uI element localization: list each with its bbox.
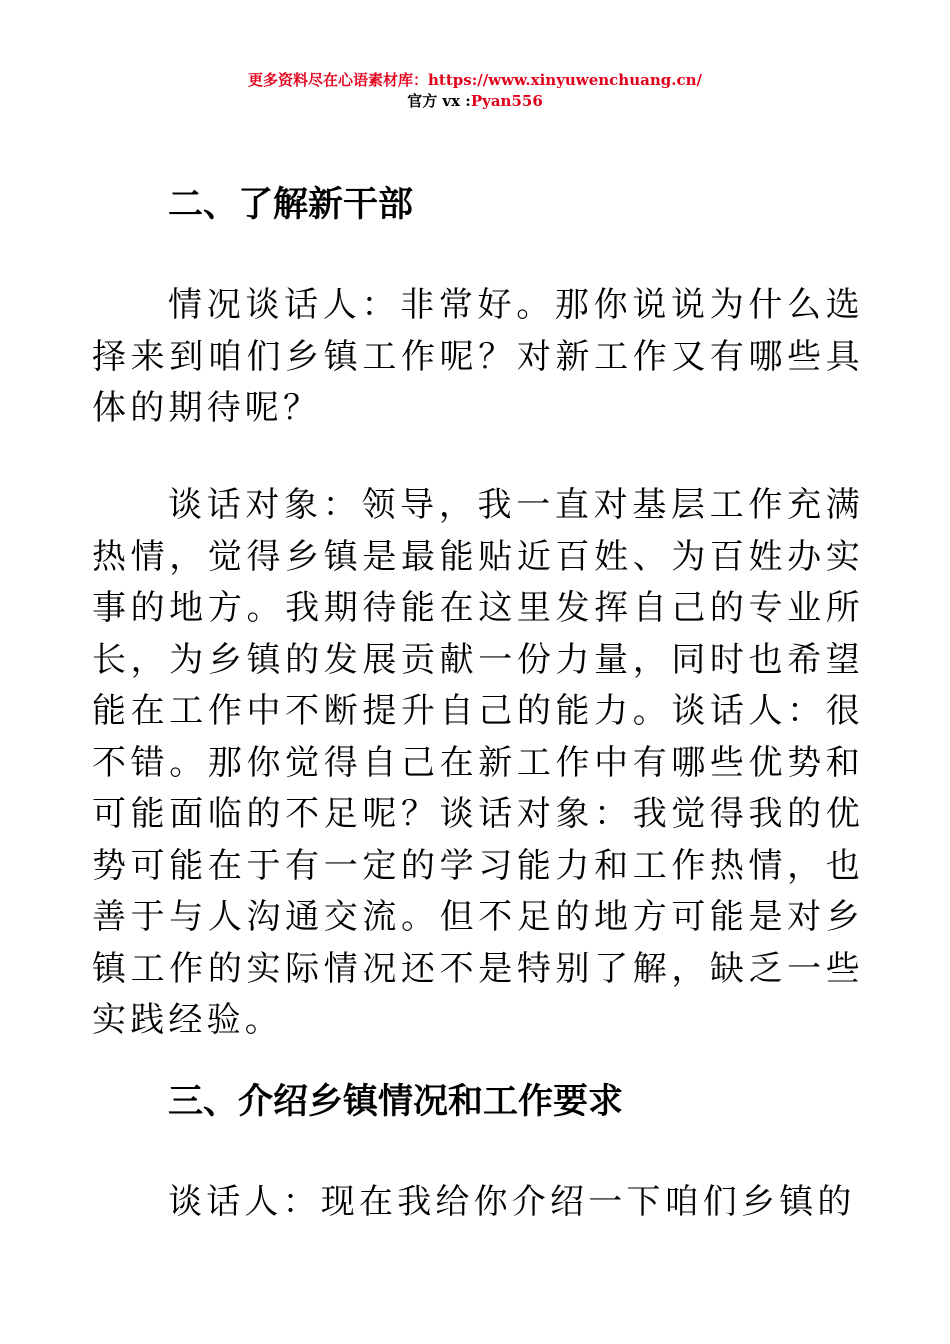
header-contact-line	[0, 91, 950, 111]
paragraph-intro-question: 情况谈话人：非常好。那你说说为什么选择来到咱们乡镇工作呢？对新工作又有哪些具体的期待呢？	[92, 285, 864, 428]
header-resource-line: 更多资料尽在心语素材库：https://www.xinyuwenchuang.cn/	[248, 71, 702, 89]
header-contact-value: Pyan556	[470, 92, 543, 110]
section-heading-2: 二、了解新干部	[168, 185, 414, 225]
section-heading-3: 三、介绍乡镇情况和工作要求	[168, 1082, 624, 1122]
paragraph-interview-answer: 谈话对象：领导，我一直对基层工作充满热情，觉得乡镇是最能贴近百姓、为百姓办实事的地方。我期待能在这里发挥自己的专业所长，为乡镇的发展贡献一份力量，同时也希望能在工作中不断提升自己的能力。谈话人：很不错。那你觉得自己在新工作中有哪些优势和可能面临的不足呢？谈话对象：我觉得我的优势可能在于有一定的学习能力和工作热情，也善于与人沟通交流。但不足的地方可能是对乡镇工作的实际情况还不是特别了解，缺乏一些实践经验。	[92, 485, 864, 1040]
paragraph-town-intro: 谈话人：现在我给你介绍一下咱们乡镇的	[168, 1182, 856, 1222]
header-contact-prefix: 官方 vx :	[407, 92, 471, 110]
